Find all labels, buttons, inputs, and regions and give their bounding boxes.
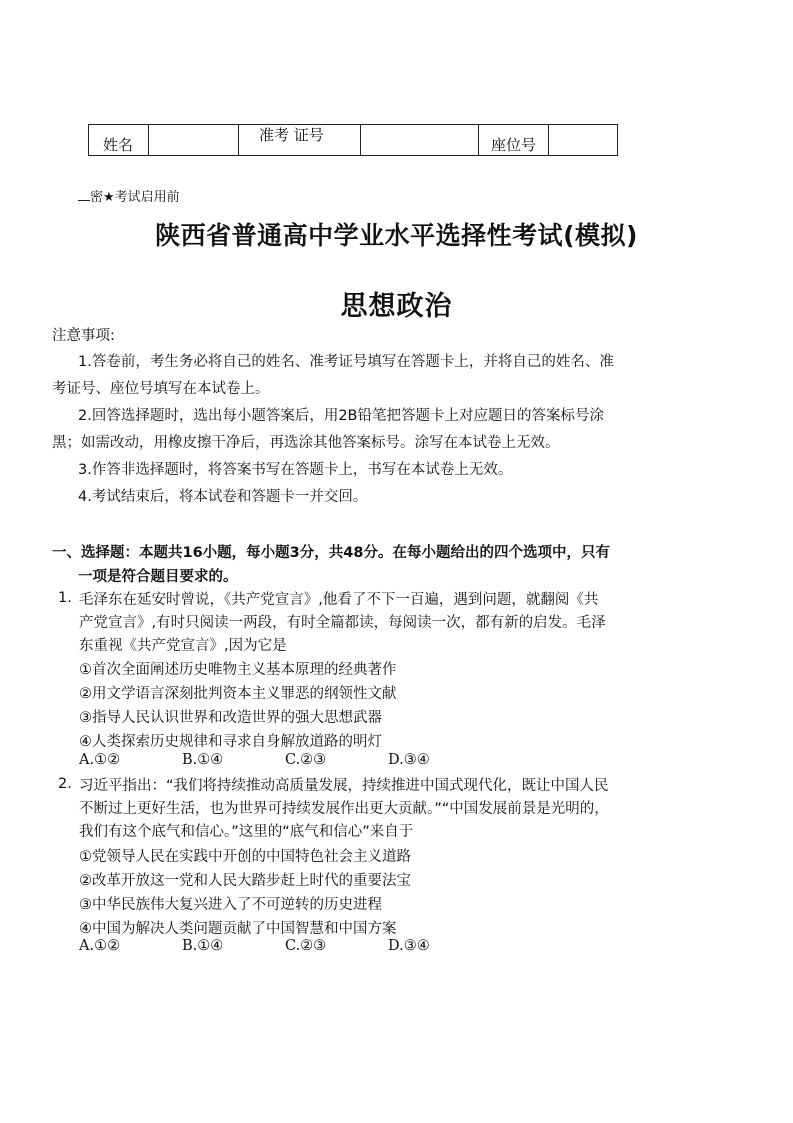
question-number: 2. [58, 776, 72, 792]
info-table [88, 124, 618, 156]
question-stem-line: 东重视《共产党宣言》,因为它是 [79, 638, 287, 654]
statement: ②用文学语言深刻批判资本主义罪恶的纲领性文献 [79, 686, 397, 702]
notice-line: 黑；如需改动，用橡皮擦干净后，再选涂其他答案标号。涂写在本试卷上无效。 [52, 435, 560, 451]
statement: ①党领导人民在实践中开创的中国特色社会主义道路 [79, 849, 411, 865]
secret-mark-text: 密★考试启用前 [90, 190, 180, 205]
notice-line: 4.考试结束后，将本试卷和答题卡一并交回。 [78, 489, 368, 505]
option-a[interactable]: A.①② [79, 938, 121, 954]
statement: ③中华民族伟大复兴进入了不可逆转的历史进程 [79, 897, 382, 913]
secret-mark [78, 186, 180, 205]
notice-line: 3.作答非选择题时，将答案书写在答题卡上，书写在本试卷上无效。 [78, 462, 513, 478]
notice-line: 2.回答选择题时，选出每小题答案后，用2B铅笔把答题卡上对应题日的答案标号涂 [78, 408, 605, 424]
notice-line: 1.答卷前，考生务必将自己的姓名、准考证号填写在答题卡上，并将自己的姓名、准 [78, 354, 614, 370]
statement: ①首次全面阐述历史唯物主义基本原理的经典著作 [79, 662, 397, 678]
seat-field[interactable] [549, 125, 617, 155]
exam-id-field[interactable] [361, 125, 479, 155]
exam-title: 陕西省普通高中学业水平选择性考试(模拟) [155, 221, 638, 250]
option-b[interactable]: B.①④ [182, 938, 224, 954]
option-b[interactable]: B.①④ [182, 752, 224, 768]
subject-title: 思想政治 [340, 291, 453, 322]
notice-heading: 注意事项: [52, 328, 115, 344]
question-stem-line: 习近平指出：“我们将持续推动高质量发展，持续推进中国式现代化，既让中国人民 [79, 778, 609, 794]
statement: ③指导人民认识世界和改造世界的强大思想武器 [79, 710, 382, 726]
secret-underline [78, 200, 90, 201]
statement: ②改革开放这一党和人民大踏步赶上时代的重要法宝 [79, 873, 411, 889]
statement: ④中国为解决人类问题贡献了中国智慧和中国方案 [79, 921, 397, 937]
section-heading: 一、选择题：本题共16小题，每小题3分，共48分。在每小题给出的四个选项中，只有 [52, 545, 610, 561]
statement: ④人类探索历史规律和寻求自身解放道路的明灯 [79, 734, 382, 750]
option-d[interactable]: D.③④ [388, 752, 430, 768]
question-stem-line: 产党宣言》,有时只阅读一两段，有时全篇都读，每阅读一次，都有新的启发。毛泽 [79, 615, 606, 631]
question-stem-line: 我们有这个底气和信心。”这里的“底气和信心”来自于 [79, 824, 414, 840]
exam-id-label: 准考 证号 [259, 126, 324, 144]
question-number: 1. [58, 590, 72, 606]
section-heading-cont: 一项是符合题目要求的。 [78, 569, 238, 585]
question-stem-line: 不断过上更好生活，也为世界可持续发展作出更大贡献。”“中国发展前景是光明的， [79, 801, 609, 817]
name-label-cell [89, 125, 149, 155]
seat-label-cell [479, 125, 549, 155]
name-label: 姓名 [103, 136, 134, 154]
seat-label: 座位号 [491, 136, 537, 154]
name-field[interactable] [149, 125, 239, 155]
option-d[interactable]: D.③④ [388, 938, 430, 954]
option-a[interactable]: A.①② [79, 752, 121, 768]
option-c[interactable]: C.②③ [285, 938, 327, 954]
question-stem-line: 毛泽东在延安时曾说，《共产党宣言》,他看了不下一百遍，遇到问题，就翻阅《共 [79, 592, 599, 608]
exam-id-label-cell [239, 125, 361, 155]
option-c[interactable]: C.②③ [285, 752, 327, 768]
notice-line: 考证号、座位号填写在本试卷上。 [52, 381, 270, 397]
